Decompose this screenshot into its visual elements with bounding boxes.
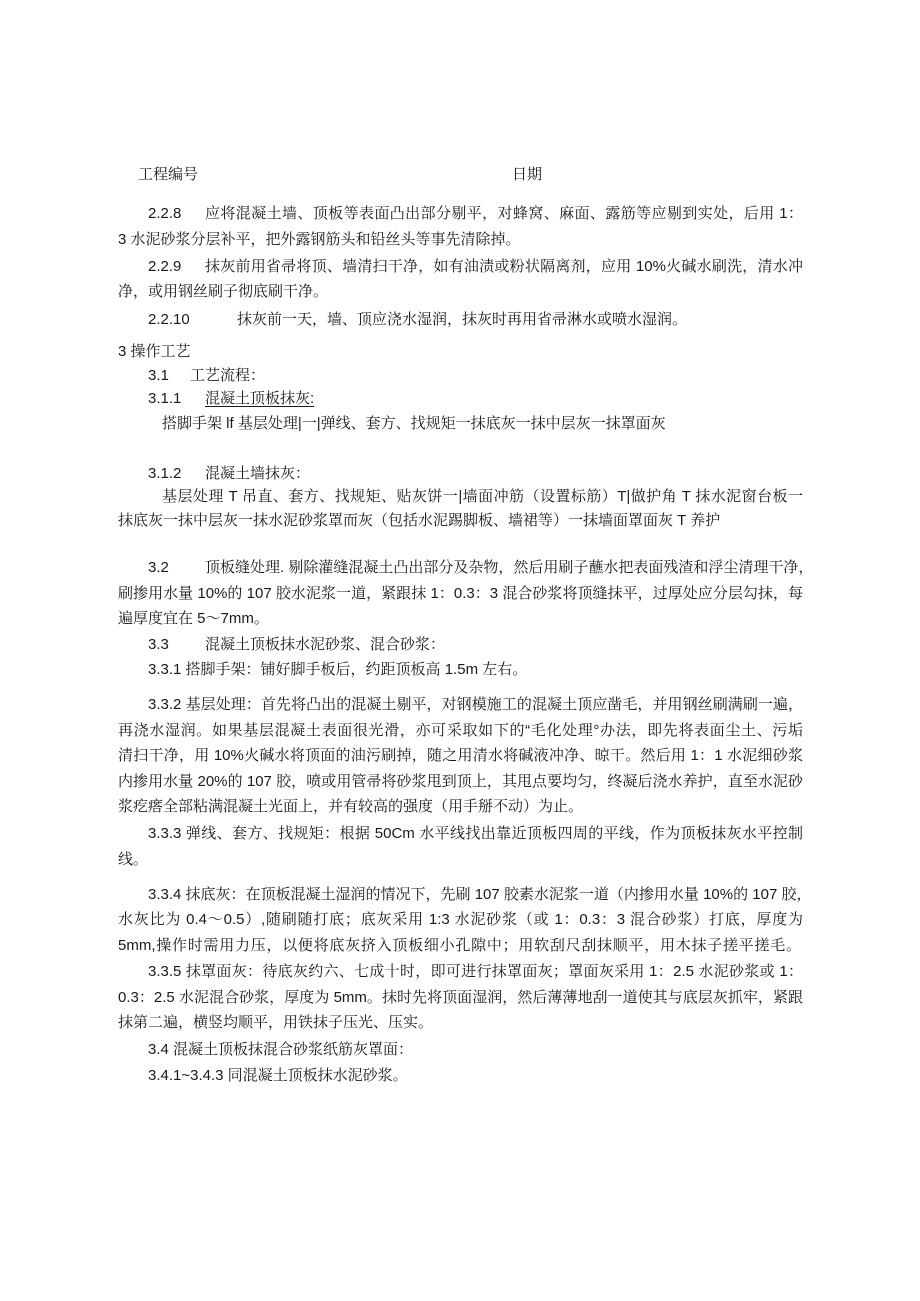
project-number-label: 工程编号 [138, 166, 199, 183]
clause-3-3-3-line-1 [148, 824, 803, 844]
ceiling-process-flow: 搭脚手架 lf 基层处理|一|弹线、套方、找规矩一抹底灰一抹中层灰一抹罩面灰 [162, 415, 666, 432]
clause-2-2-10-line-1 [148, 310, 803, 330]
clause-number: 3.3.4 [148, 886, 182, 903]
clause-3-3 [148, 635, 803, 655]
clause-number: 3.4 [148, 1041, 169, 1058]
clause-3-2-line-2: 刷掺用水量 10%的 107 胶水泥浆一道，紧跟抹 1：0.3：3 混合砂浆将顶缝抹平，过厚处应分层勾抹，每 [118, 585, 803, 602]
clause-number: 3.3.3 [148, 825, 182, 842]
clause-2-2-8-line-1 [148, 204, 803, 224]
clause-3-3-2-line-1 [148, 695, 803, 715]
clause-number: 3.2 [148, 559, 169, 576]
clause-number: 3.3.5 [148, 963, 182, 980]
clause-3-3-1 [148, 660, 527, 680]
clause-title: 混凝土墙抹灰： [205, 465, 311, 482]
clause-3-1-2 [148, 464, 803, 484]
clause-text: 弹线、套方、找规矩：根据 50Cm 水平线找出靠近顶板四周的平线，作为顶板抹灰水平控制 [185, 825, 803, 842]
clause-number: 2.2.9 [148, 258, 182, 275]
clause-number: 3.4.1~3.4.3 [148, 1067, 224, 1084]
clause-3-2-line-3: 遍厚度宜在 5～7mm。 [118, 610, 269, 627]
clause-title: 混凝土顶板抹水泥砂浆、混合砂浆： [205, 636, 446, 653]
clause-title: 工艺流程： [190, 367, 266, 384]
clause-3-3-2-line-4: 内掺用水量 20%的 107 胶，喷或用管帚将砂浆甩到顶上，其甩点要均匀，终凝后浇水养护，直至水泥砂 [118, 773, 803, 790]
clause-text: 搭脚手架：铺好脚手板后，约距顶板高 1.5m 左右。 [185, 661, 528, 678]
clause-3-3-5-line-2: 0.3：2.5 水泥混合砂浆，厚度为 5mm。抹时先将顶面湿润，然后薄薄地刮一道使其与底层灰抓牢，紧跟 [118, 989, 803, 1006]
clause-number: 3.3.1 [148, 661, 182, 678]
clause-3-3-2-line-3: 清扫干净，用 10%火碱水将顶面的油污刷掉，随之用清水将碱液冲净、晾干。然后用 1：1 水泥细砂浆 [118, 747, 803, 764]
date-label: 日期 [512, 166, 543, 183]
clause-number: 3.1 [148, 367, 169, 384]
clause-text: 应将混凝土墙、顶板等表面凸出部分剔平，对蜂窝、麻面、露筋等应剔到实处，后用 1： [205, 205, 803, 222]
clause-text: 抹罩面灰：待底灰约六、七成十时，即可进行抹罩面灰；罩面灰采用 1：2.5 水泥砂浆或 1： [185, 963, 803, 980]
clause-3-3-4-line-1 [148, 885, 812, 905]
wall-process-flow-line-2: 抹底灰一抹中层灰一抹水泥砂浆罩而灰（包括水泥踢脚板、墙裙等）一抹墙面罩面灰 T 养护 [118, 512, 721, 529]
clause-3-3-4-line-3: 5mm,操作时需用力压，以便将底灰挤入顶板细小孔隙中；用软刮尺刮抹顺平，用木抹子搓平搓毛。 [118, 937, 801, 954]
clause-number: 2.2.8 [148, 205, 182, 222]
clause-3-3-4-line-2: 水灰比为 0.4～0.5）,随刷随打底；底灰采用 1:3 水泥砂浆（或 1：0.3：3 混合砂浆）打底，厚度为 [118, 911, 803, 928]
clause-3-3-5-line-1 [148, 962, 803, 982]
clause-text: 抹灰前一天，墙、顶应浇水湿润，抹灰时再用省帚淋水或喷水湿润。 [237, 311, 688, 328]
clause-text: 抹底灰：在顶板混凝土湿润的情况下，先刷 107 胶素水泥浆一道（内掺用水量 10%的 107 胶， [185, 886, 812, 903]
clause-3-3-3-line-2: 线。 [118, 851, 149, 868]
clause-3-4-1 [148, 1066, 408, 1086]
clause-title: 混凝土顶板抹灰: [205, 390, 315, 407]
clause-3-2-line-1 [148, 558, 814, 578]
clause-number: 3.3 [148, 636, 169, 653]
clause-2-2-8-line-2: 3 水泥砂浆分层补平，把外露钢筋头和铅丝头等事先清除掉。 [118, 231, 521, 248]
wall-process-flow-line-1: 基层处理 T 吊直、套方、找规矩、贴灰饼一|墙面冲筋（设置标筋）T|做护角 T 抹水泥窗台板一 [162, 488, 803, 505]
clause-title: 混凝土顶板抹混合砂浆纸筋灰罩面： [173, 1041, 414, 1058]
clause-text: 基层处理：首先将凸出的混凝土剔平，对钢模施工的混凝土顶应凿毛，并用钢丝刷满刷一遍， [185, 696, 803, 713]
clause-2-2-9-line-2: 净，或用钢丝刷子彻底刷干净。 [118, 283, 329, 300]
clause-number: 3.1.1 [148, 390, 182, 407]
clause-2-2-9-line-1 [148, 257, 803, 277]
clause-number: 2.2.10 [148, 311, 190, 328]
clause-3-1-1 [148, 389, 803, 409]
clause-3-1 [148, 366, 803, 386]
clause-text: 顶板缝处理. 剔除灌缝混凝土凸出部分及杂物，然后用刷子蘸水把表面残渣和浮尘清理干净， [205, 559, 814, 576]
clause-3-3-2-line-5: 浆疙瘩全部粘满混凝土光面上，并有较高的强度（用手掰不动）为止。 [118, 798, 584, 815]
clause-3-3-5-line-3: 抹第二遍，横竖均顺平，用铁抹子压光、压实。 [118, 1014, 434, 1031]
clause-number: 3.1.2 [148, 465, 182, 482]
clause-number: 3.3.2 [148, 696, 182, 713]
clause-3-4 [148, 1040, 413, 1060]
chapter-heading: 3 操作工艺 [118, 343, 191, 360]
clause-text: 同混凝土顶板抹水泥砂浆。 [227, 1067, 408, 1084]
clause-3-3-2-line-2: 再浇水湿润。如果基层混凝土表面很光滑，亦可采取如下的“毛化处理°办法，即先将表面尘土、污垢 [118, 722, 803, 739]
clause-text: 抹灰前用省帚将顶、墙清扫干净，如有油渍或粉状隔离剂，应用 10%火碱水刷洗，清水冲 [205, 258, 803, 275]
